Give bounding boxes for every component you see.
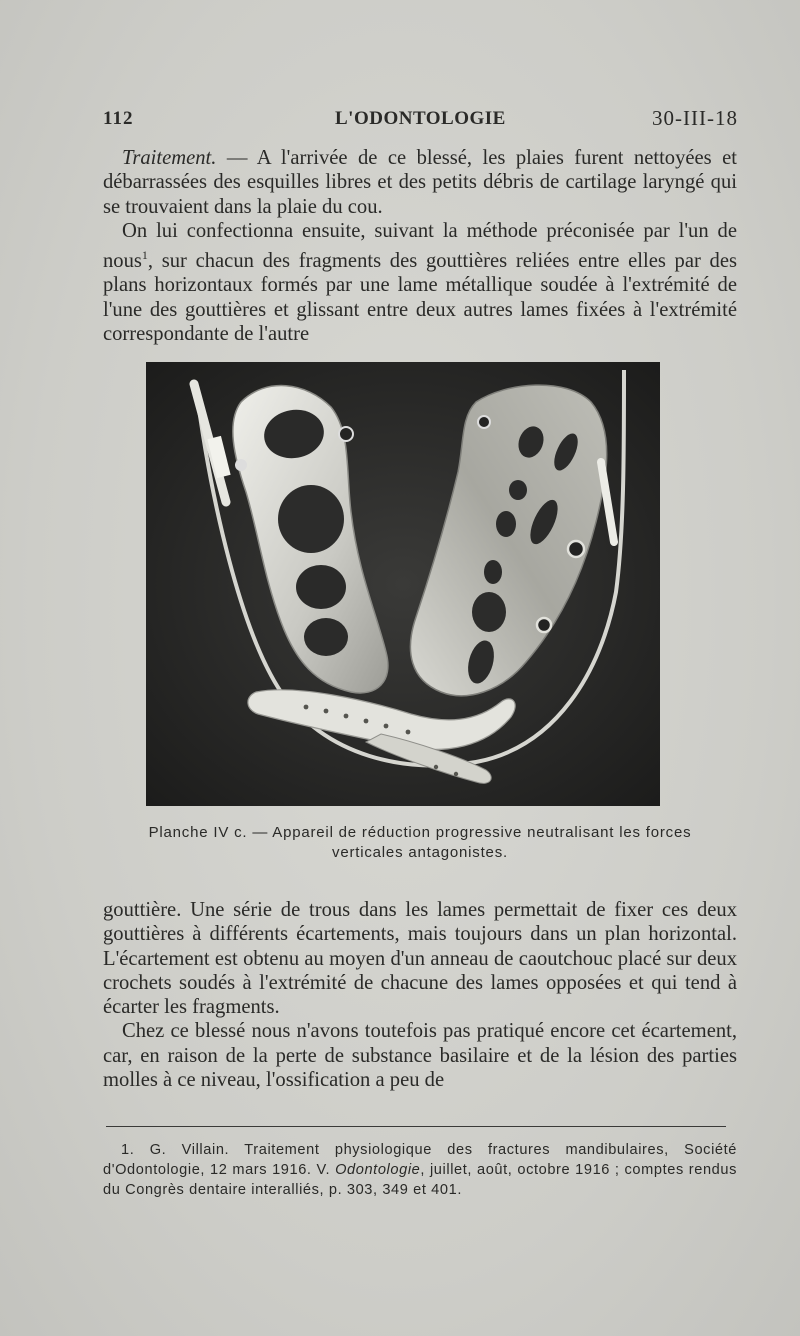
footnote-journal: Odontologie	[335, 1162, 421, 1178]
running-header	[103, 106, 738, 136]
figure-photograph	[146, 362, 660, 806]
paragraph-ossification: Chez ce blessé nous n'avons toutefois pas pratiqué encore cet écartement, car, en raison de la perte de substance basilaire et de la lésion des parties molles à ce niveau, l'ossification a peu de	[103, 1020, 737, 1092]
bottom-text-block	[103, 898, 737, 1092]
paragraph-method: On lui confectionna ensuite, suivant la méthode préconisée par l'un de nous$^1$, sur chacun des fragments des gouttières reliées entre elles par des plans horizontaux formés par une lame métallique soudée à l'extrémité de l'une des gouttières et glissant entre deux autres lames fixées à l'extrémité correspondante de l'autre	[103, 219, 737, 345]
footnote: 1. G. Villain. Traitement physiologique des fractures mandibulaires, Société d'Odontologie, 12 mars 1916. V. Odontologie, juillet, août, octobre 1916 ; comptes rendus du Congrès dentaire interalliés, p. 303, 349 et 401.	[103, 1142, 737, 1198]
figure-caption	[103, 823, 737, 863]
paragraph-treatment	[103, 146, 737, 219]
footnote-ref: 1	[141, 248, 148, 263]
top-text-block	[103, 146, 737, 346]
caption-line-1: Planche IV c. — Appareil de réduction progressive neutralisant les forces	[148, 824, 692, 841]
journal-title: L'ODONTOLOGIE	[335, 108, 506, 129]
paragraph-text: — A l'arrivée de ce blessé, les plaies furent nettoyées et débarrassées des esquilles libres et des petits débris de cartilage laryngé qui se trouvaient dans la plaie du cou.	[103, 147, 737, 218]
issue-date: 30-III-18	[652, 106, 738, 130]
paragraph-gutter: gouttière. Une série de trous dans les lames permettait de fixer ces deux gouttières à différents écartements, mais toujours dans un plan horizontal. L'écartement est obtenu au moyen d'un anneau de caoutchouc placé sur deux crochets soudés à l'extrémité de chacune des lames opposées et qui tend à écarter les fragments.	[103, 899, 737, 1019]
footnote-divider	[106, 1126, 726, 1127]
caption-line-2: verticales antagonistes.	[332, 844, 508, 861]
section-lead: Traitement.	[122, 147, 217, 169]
page-number: 112	[103, 108, 134, 129]
splint-apparatus-photo	[146, 362, 660, 806]
